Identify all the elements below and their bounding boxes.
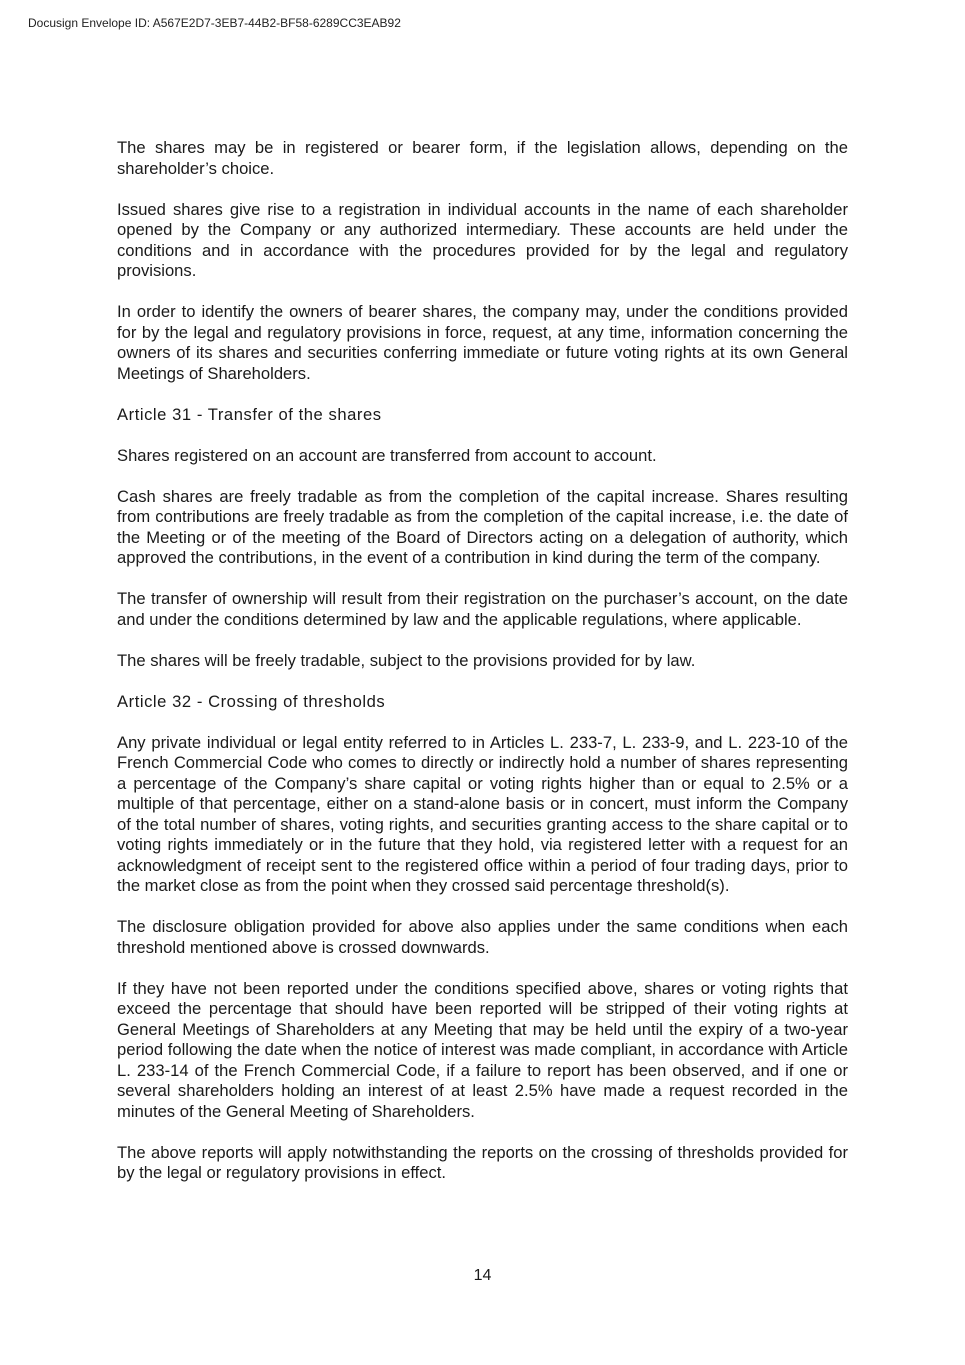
document-body (117, 138, 848, 1204)
paragraph-share-form: The shares may be in registered or bearer form, if the legislation allows, depending on the shareholder’s choice. (117, 138, 848, 178)
heading-article-31: Article 31 - Transfer of the shares (117, 404, 382, 424)
paragraph-freely-tradable: The shares will be freely tradable, subject to the provisions provided for by law. (117, 650, 696, 670)
paragraph-cash-shares: Cash shares are freely tradable as from the completion of the capital increase. Shares resulting from contributions are freely tradable as from the completion of the capital increase, i.e. the date of the Meeting or of the meeting of the Board of Directors acting on a delegation of authority, which approved the contributions, in the event of a contribution in kind during the term of the company. (117, 486, 848, 567)
paragraph-ownership-transfer: The transfer of ownership will result from their registration on the purchaser’s account, on the date and under the conditions determined by law and the applicable regulations, where applicable. (117, 589, 848, 629)
paragraph-reports-apply: The above reports will apply notwithstanding the reports on the crossing of thresholds provided for by the legal or regulatory provisions in effect. (117, 1142, 848, 1182)
paragraph-bearer-shares: In order to identify the owners of bearer shares, the company may, under the conditions provided for by the legal and regulatory provisions in force, request, at any time, information concerning the owners of its shares and securities conferring immediate or future voting rights at its own General Meetings of Shareholders. (117, 302, 848, 383)
heading-article-32: Article 32 - Crossing of thresholds (117, 691, 386, 711)
paragraph-disclosure-obligation: The disclosure obligation provided for above also applies under the same conditions when each threshold mentioned above is crossed downwards. (117, 917, 848, 957)
paragraph-threshold-holders: Any private individual or legal entity referred to in Articles L. 233-7, L. 233-9, and L. 223-10 of the French Commercial Code who comes to directly or indirectly hold a number of shares representing a percentage of the Company’s share capital or voting rights higher than or equal to 2.5% or a multiple of that percentage, either on a stand-alone basis or in concert, must inform the Company of the total number of shares, voting rights, and securities granting access to the share capital or to voting rights immediately or in the future that they hold, via registered letter with a request for an acknowledgment of receipt sent to the registered office within a period of four trading days, prior to the market close as from the point when they crossed said percentage threshold(s). (117, 732, 848, 895)
paragraph-account-transfer: Shares registered on an account are transferred from account to account. (117, 445, 657, 465)
paragraph-registration: Issued shares give rise to a registration in individual accounts in the name of each shareholder opened by the Company or any authorized intermediary. These accounts are held under the conditions and in accordance with the procedures provided for by the legal and regulatory provisions. (117, 199, 848, 280)
page-number: 14 (473, 1267, 492, 1284)
paragraph-voting-rights-stripped: If they have not been reported under the conditions specified above, shares or voting rights that exceed the percentage that should have been reported will be stripped of their voting rights at General Meetings of Shareholders at any Meeting that may be held until the expiry of a two-year period following the date when the notice of interest was made compliant, in accordance with Article L. 233-14 of the French Commercial Code, if a failure to report has been observed, and if one or several shareholders holding an interest of at least 2.5% have made a request recorded in the minutes of the General Meeting of Shareholders. (117, 978, 848, 1121)
envelope-id: Docusign Envelope ID: A567E2D7-3EB7-44B2-BF58-6289CC3EAB92 (28, 16, 401, 30)
